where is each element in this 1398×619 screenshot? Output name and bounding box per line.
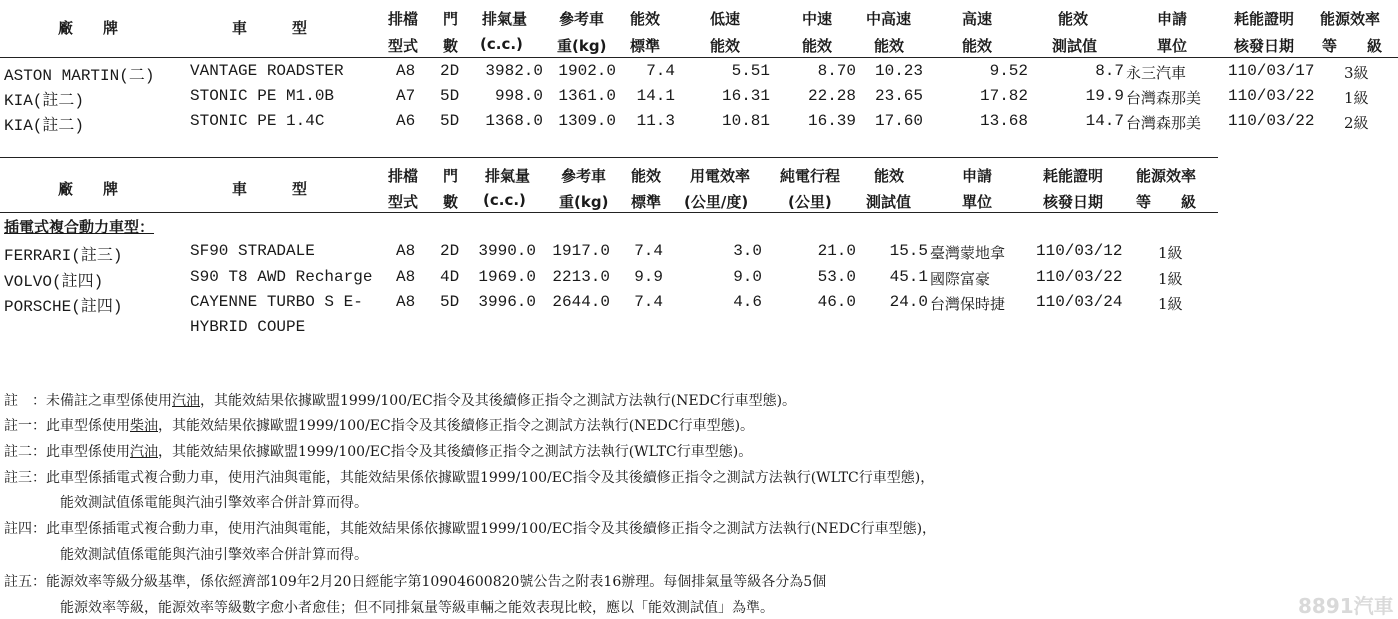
table-cell: 3級 xyxy=(1344,64,1369,82)
table-cell: 1級 xyxy=(1158,270,1183,288)
t1-header-midhigh-2: 能效 xyxy=(874,37,905,55)
table-cell: 110/03/22 xyxy=(1036,268,1123,286)
t2-header-displacement-2: (c.c.) xyxy=(483,191,526,209)
t1-header-doors-2: 數 xyxy=(443,37,459,55)
note-text: 註五 xyxy=(4,574,32,590)
t1-header-brand: 廠 牌 xyxy=(58,19,119,37)
t2-header-applicant-2: 單位 xyxy=(962,193,993,211)
note-4-cont: 能效測試值係電能與汽油引擎效率合併計算而得。 xyxy=(60,547,368,563)
table-cell: A8 xyxy=(396,293,416,311)
t1-header-date: 耗能證明 xyxy=(1234,10,1295,28)
table-cell: 110/03/22 xyxy=(1228,87,1315,105)
table-cell: 7.4 xyxy=(646,62,675,80)
table-cell: 10.23 xyxy=(874,62,923,80)
note-5-cont: 能源效率等級，能源效率等級數字愈小者愈佳；但不同排氣量等級車輛之能效表現比較，應以「能效測試值」為準。 xyxy=(60,600,774,616)
t2-header-ev-range: 純電行程 xyxy=(780,167,841,185)
t2-header-ev-range-2: (公里) xyxy=(788,193,832,211)
table-cell: 22.28 xyxy=(807,87,856,105)
t2-header-std-2: 標準 xyxy=(631,193,662,211)
table-cell: 19.9 xyxy=(1085,87,1124,105)
table-cell: 3990.0 xyxy=(478,242,536,260)
note-2 xyxy=(4,441,752,461)
note-text: ：此車型係插電式複合動力車，使用汽油與電能，其能效結果係依據歐盟1999/100/EC指令及其後續修正指令之測試方法執行(NEDC行車型態)， xyxy=(32,521,937,537)
note-text: ：此車型係插電式複合動力車，使用汽油與電能，其能效結果係依據歐盟1999/100/EC指令及其後續修正指令之測試方法執行(WLTC行車型態)， xyxy=(32,470,935,486)
table-cell: VOLVO(註四) xyxy=(4,273,104,291)
table-cell: 8.7 xyxy=(1095,62,1124,80)
t2-header-displacement: 排氣量 xyxy=(485,167,531,185)
t1-header-trans-2: 型式 xyxy=(388,37,419,55)
t1-header-applicant: 申請 xyxy=(1157,10,1188,28)
t1-header-doors: 門 xyxy=(443,10,459,28)
watermark-logo: 8891汽車 xyxy=(1298,594,1394,618)
t1-header-high: 高速 xyxy=(962,10,993,28)
note-3-cont: 能效測試值係電能與汽油引擎效率合併計算而得。 xyxy=(60,495,368,511)
note-text: 柴油 xyxy=(130,418,158,434)
t1-header-grade: 能源效率 xyxy=(1320,10,1381,28)
t1-header-test: 能效 xyxy=(1058,10,1089,28)
t2-header-elec-eff-2: (公里/度) xyxy=(684,193,749,211)
table-cell: 3.0 xyxy=(733,242,762,260)
table-cell: 2級 xyxy=(1344,114,1369,132)
table-cell: A8 xyxy=(396,268,416,286)
note-text: ：此車型係使用 xyxy=(32,418,130,434)
t1-header-weight-2: 重(kg) xyxy=(557,37,607,55)
t1-header-mid-2: 能效 xyxy=(802,37,833,55)
table-cell: 110/03/24 xyxy=(1036,293,1123,311)
table-cell: 臺灣蒙地拿 xyxy=(930,244,1006,262)
t1-header-grade-2: 等 級 xyxy=(1322,37,1383,55)
t2-header-grade-2: 等 級 xyxy=(1136,193,1197,211)
table-cell: 8.70 xyxy=(817,62,856,80)
table-cell: 1917.0 xyxy=(552,242,610,260)
table-cell: 11.3 xyxy=(636,112,675,130)
table-cell: 4D xyxy=(440,268,460,286)
note-1 xyxy=(4,415,754,435)
table-cell: 台灣保時捷 xyxy=(930,295,1006,313)
note-text: 註三 xyxy=(4,470,32,486)
table-cell: 9.0 xyxy=(733,268,762,286)
table-cell: 永三汽車 xyxy=(1126,64,1187,82)
table-cell: ASTON MARTIN(二) xyxy=(4,67,155,85)
t1-header-date-2: 核發日期 xyxy=(1234,37,1295,55)
t2-header-test-2: 測試值 xyxy=(866,193,912,211)
table-cell: 5D xyxy=(440,112,460,130)
table-cell: 21.0 xyxy=(817,242,856,260)
t1-header-trans: 排檔 xyxy=(388,10,419,28)
table-cell: 13.68 xyxy=(979,112,1028,130)
table-cell: 53.0 xyxy=(817,268,856,286)
note-0 xyxy=(4,390,796,410)
note-text: 汽油 xyxy=(172,393,200,409)
t1-header-mid: 中速 xyxy=(802,10,833,28)
t1-header-displacement-2: (c.c.) xyxy=(480,35,523,53)
table-cell: 17.82 xyxy=(979,87,1028,105)
t1-header-applicant-2: 單位 xyxy=(1157,37,1188,55)
t2-header-weight: 參考車 xyxy=(561,167,607,185)
table-cell: 2644.0 xyxy=(552,293,610,311)
table-cell: 16.31 xyxy=(721,87,770,105)
t2-header-doors-2: 數 xyxy=(443,193,459,211)
table-cell: 45.1 xyxy=(889,268,928,286)
table-cell: 5D xyxy=(440,87,460,105)
table-cell: A7 xyxy=(396,87,416,105)
t2-header-rule xyxy=(0,212,1218,213)
table-cell: 1級 xyxy=(1344,89,1369,107)
table-cell: 7.4 xyxy=(634,242,663,260)
t2-top-rule xyxy=(0,157,1218,158)
t1-header-test-2: 測試值 xyxy=(1052,37,1098,55)
t1-header-displacement: 排氣量 xyxy=(482,10,528,28)
table-cell: 1368.0 xyxy=(485,112,543,130)
table-cell: 台灣森那美 xyxy=(1126,114,1202,132)
t2-header-trans: 排檔 xyxy=(388,167,419,185)
note-5 xyxy=(4,571,826,591)
table-cell: 5D xyxy=(440,293,460,311)
t1-header-midhigh: 中高速 xyxy=(866,10,912,28)
table-cell: 9.52 xyxy=(989,62,1028,80)
table-cell: 110/03/17 xyxy=(1228,62,1315,80)
t1-header-rule xyxy=(0,57,1398,58)
table-cell: 1969.0 xyxy=(478,268,536,286)
t2-header-applicant: 申請 xyxy=(962,167,993,185)
table-cell: 17.60 xyxy=(874,112,923,130)
table-cell: SF90 STRADALE xyxy=(190,242,315,260)
table-cell: KIA(註二) xyxy=(4,117,85,135)
table-cell: A6 xyxy=(396,112,416,130)
table-cell: STONIC PE 1.4C xyxy=(190,112,325,130)
table-cell: STONIC PE M1.0B xyxy=(190,87,335,105)
table-cell: 10.81 xyxy=(721,112,770,130)
t2-header-model: 車 型 xyxy=(232,180,308,198)
table-cell: 998.0 xyxy=(494,87,543,105)
table-cell: 台灣森那美 xyxy=(1126,89,1202,107)
table-cell: A8 xyxy=(396,242,416,260)
table-cell: VANTAGE ROADSTER xyxy=(190,62,344,80)
note-text: ，其能效結果依據歐盟1999/100/EC指令及其後續修正指令之測試方法執行(NEDC行車型態)。 xyxy=(158,418,755,434)
t2-header-grade: 能源效率 xyxy=(1136,167,1197,185)
t2-header-elec-eff: 用電效率 xyxy=(690,167,751,185)
t2-header-brand: 廠 牌 xyxy=(58,180,119,198)
note-3 xyxy=(4,467,934,487)
table-cell: 15.5 xyxy=(889,242,928,260)
t1-header-weight: 參考車 xyxy=(559,10,605,28)
note-text: ，其能效結果依據歐盟1999/100/EC指令及其後續修正指令之測試方法執行(NEDC行車型態)。 xyxy=(200,393,797,409)
note-text: 註 xyxy=(4,393,32,409)
table-cell: 5.51 xyxy=(731,62,770,80)
note-text: 註四 xyxy=(4,521,32,537)
t2-header-std: 能效 xyxy=(631,167,662,185)
note-text: 註二 xyxy=(4,444,32,460)
table-cell: 14.7 xyxy=(1085,112,1124,130)
table-cell: 110/03/22 xyxy=(1228,112,1315,130)
t1-header-std-2: 標準 xyxy=(630,37,661,55)
table-cell: 16.39 xyxy=(807,112,856,130)
table-cell: 2213.0 xyxy=(552,268,610,286)
table-cell: 7.4 xyxy=(634,293,663,311)
t2-header-date: 耗能證明 xyxy=(1043,167,1104,185)
note-text: ：能源效率等級分級基準，係依經濟部109年2月20日經能字第10904600820號公告之附表16辦理。每個排氣量等級各分為5個 xyxy=(32,574,827,590)
t2-header-weight-2: 重(kg) xyxy=(559,193,609,211)
table-cell: 1902.0 xyxy=(558,62,616,80)
table-cell: 3982.0 xyxy=(485,62,543,80)
table-cell: 9.9 xyxy=(634,268,663,286)
note-text: 註一 xyxy=(4,418,32,434)
table-cell: 1361.0 xyxy=(558,87,616,105)
t1-header-high-2: 能效 xyxy=(962,37,993,55)
table-cell: CAYENNE TURBO S E- xyxy=(190,293,363,311)
note-text: 汽油 xyxy=(130,444,158,460)
table-cell: 國際富豪 xyxy=(930,270,991,288)
table-cell: KIA(註二) xyxy=(4,92,85,110)
table-cell: 1級 xyxy=(1158,295,1183,313)
t2-header-date-2: 核發日期 xyxy=(1043,193,1104,211)
table-cell: 23.65 xyxy=(874,87,923,105)
t2-header-doors: 門 xyxy=(443,167,459,185)
note-text: ，其能效結果依據歐盟1999/100/EC指令及其後續修正指令之測試方法執行(WLTC行車型態)。 xyxy=(158,444,753,460)
table-cell: 1級 xyxy=(1158,244,1183,262)
note-text: ：此車型係使用 xyxy=(32,444,130,460)
table-cell: A8 xyxy=(396,62,416,80)
t1-header-low-2: 能效 xyxy=(710,37,741,55)
table-cell: 110/03/12 xyxy=(1036,242,1123,260)
table-cell: 2D xyxy=(440,62,460,80)
t2-header-test: 能效 xyxy=(874,167,905,185)
table-cell: 3996.0 xyxy=(478,293,536,311)
table-cell: HYBRID COUPE xyxy=(190,318,306,336)
table-cell: 1309.0 xyxy=(558,112,616,130)
table-cell: PORSCHE(註四) xyxy=(4,298,123,316)
note-4 xyxy=(4,518,936,538)
t1-header-model: 車 型 xyxy=(232,19,308,37)
table-cell: 2D xyxy=(440,242,460,260)
table-cell: 14.1 xyxy=(636,87,675,105)
t2-section-title: 插電式複合動力車型： xyxy=(4,218,155,236)
table-cell: 24.0 xyxy=(889,293,928,311)
t2-header-trans-2: 型式 xyxy=(388,193,419,211)
table-cell: S90 T8 AWD Recharge xyxy=(190,268,373,286)
note-text: ：未備註之車型係使用 xyxy=(32,393,172,409)
table-cell: 4.6 xyxy=(733,293,762,311)
table-cell: 46.0 xyxy=(817,293,856,311)
t1-header-std: 能效 xyxy=(630,10,661,28)
t1-header-low: 低速 xyxy=(710,10,741,28)
table-cell: FERRARI(註三) xyxy=(4,247,123,265)
